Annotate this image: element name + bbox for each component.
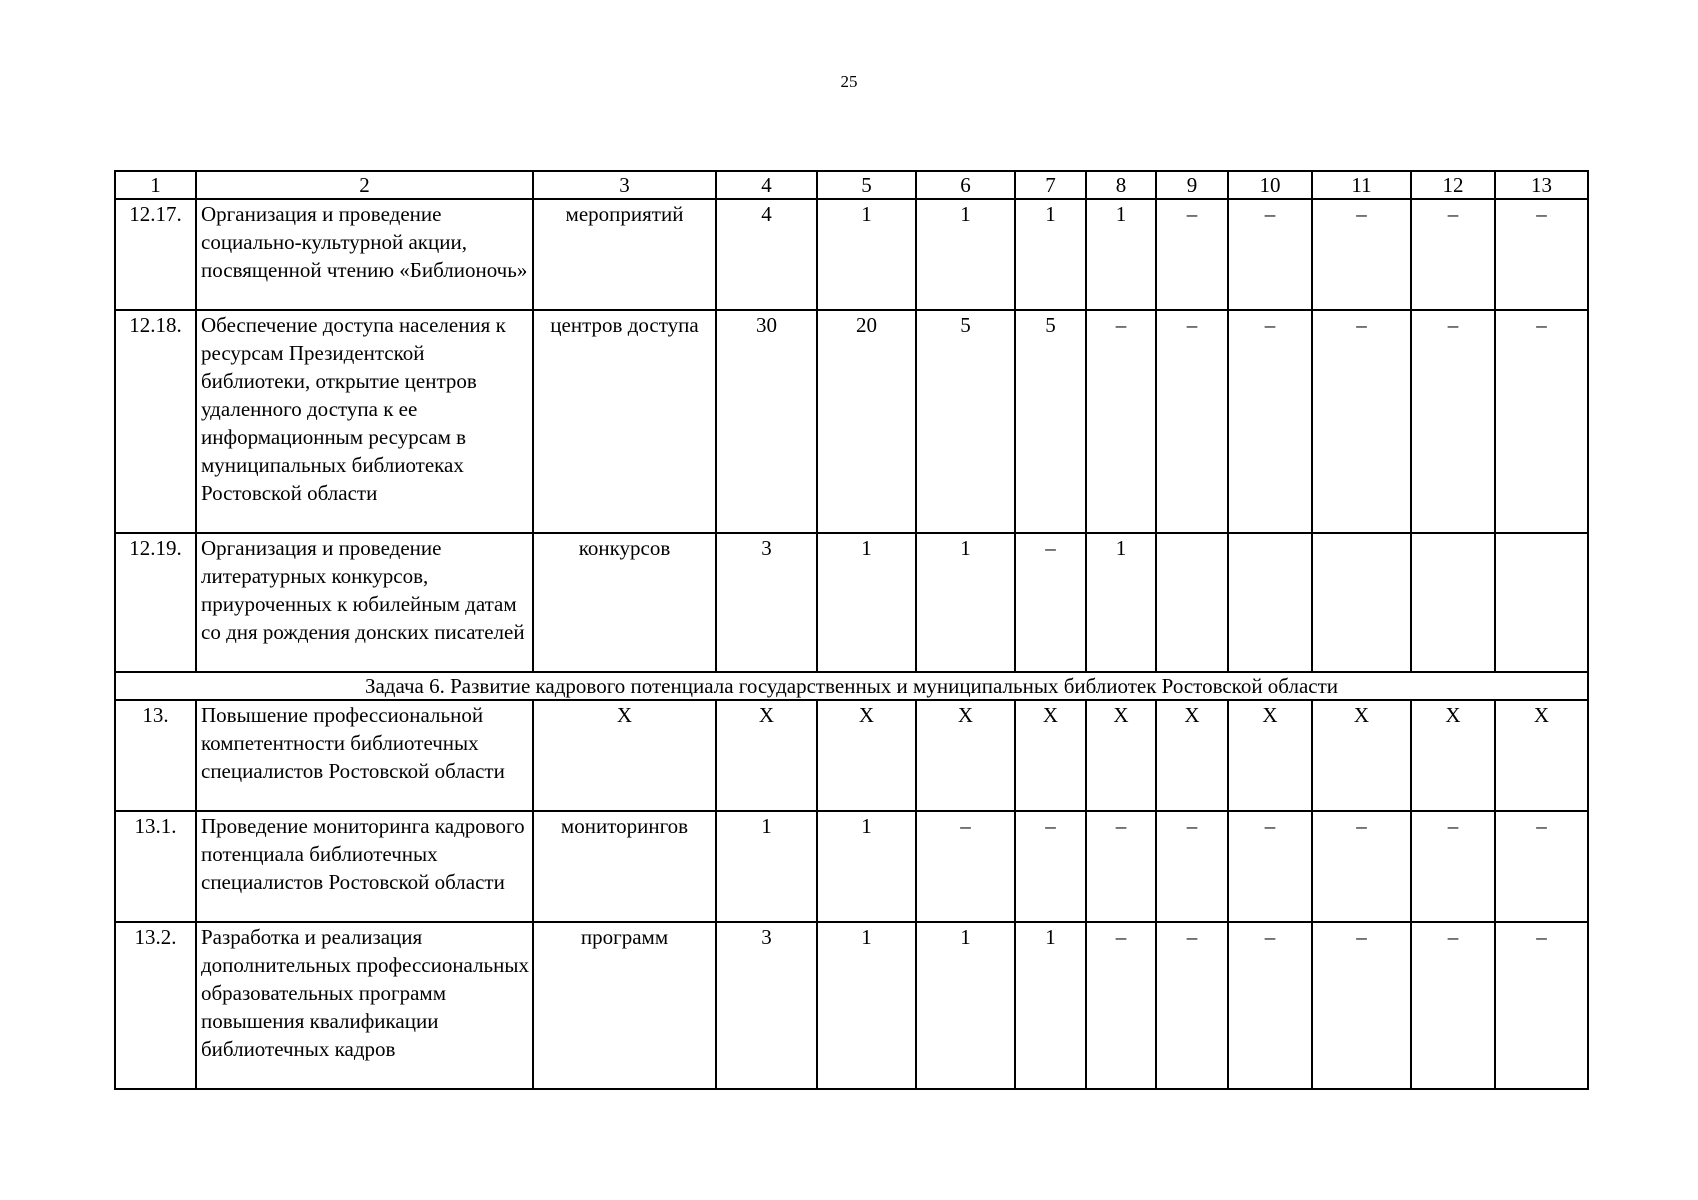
row-value: 5	[1015, 310, 1086, 533]
row-value: 1	[817, 199, 916, 310]
row-value: Х	[1156, 700, 1228, 811]
row-value	[1312, 533, 1411, 672]
row-value: –	[1156, 199, 1228, 310]
table-row	[115, 199, 1588, 310]
row-value: –	[1495, 199, 1588, 310]
row-value: Х	[716, 700, 817, 811]
row-value: 1	[817, 811, 916, 922]
row-number: 12.18.	[115, 310, 196, 533]
table-header-row	[115, 171, 1588, 199]
row-description: Обеспечение доступа населения к ресурсам Президентской библиотеки, открытие центров удаленного доступа к ее информационным ресурсам в муниципальных библиотеках Ростовской области	[196, 310, 533, 533]
row-value: –	[1495, 811, 1588, 922]
row-value: –	[1228, 922, 1312, 1089]
column-header: 9	[1156, 171, 1228, 199]
row-value: Х	[817, 700, 916, 811]
column-header: 10	[1228, 171, 1312, 199]
row-value: 1	[817, 533, 916, 672]
task-row	[115, 672, 1588, 700]
row-value: –	[1228, 199, 1312, 310]
row-number: 12.17.	[115, 199, 196, 310]
row-value	[1156, 533, 1228, 672]
row-value: –	[1156, 922, 1228, 1089]
row-value: –	[1228, 811, 1312, 922]
row-unit: конкурсов	[533, 533, 716, 672]
row-unit: Х	[533, 700, 716, 811]
column-header: 8	[1086, 171, 1156, 199]
row-value: –	[1156, 811, 1228, 922]
row-value: Х	[1495, 700, 1588, 811]
row-value: –	[1312, 922, 1411, 1089]
column-header: 5	[817, 171, 916, 199]
row-value: 5	[916, 310, 1015, 533]
row-description: Проведение мониторинга кадрового потенциала библиотечных специалистов Ростовской области	[196, 811, 533, 922]
table-row	[115, 922, 1588, 1089]
row-value: –	[1015, 811, 1086, 922]
program-table	[114, 170, 1589, 1090]
row-value: Х	[1312, 700, 1411, 811]
row-description: Организация и проведение литературных конкурсов, приуроченных к юбилейным датам со дня рождения донских писателей	[196, 533, 533, 672]
row-value: –	[1156, 310, 1228, 533]
row-number: 13.1.	[115, 811, 196, 922]
column-header: 6	[916, 171, 1015, 199]
row-value: –	[1312, 199, 1411, 310]
row-value: 30	[716, 310, 817, 533]
row-value: –	[1411, 199, 1495, 310]
row-value: Х	[1015, 700, 1086, 811]
row-unit: центров доступа	[533, 310, 716, 533]
row-unit: мониторингов	[533, 811, 716, 922]
table-row	[115, 700, 1588, 811]
row-value: 4	[716, 199, 817, 310]
row-value: Х	[1411, 700, 1495, 811]
row-value: –	[1086, 922, 1156, 1089]
row-value: 1	[1086, 199, 1156, 310]
row-value: –	[1086, 310, 1156, 533]
table-row	[115, 533, 1588, 672]
row-value: 1	[716, 811, 817, 922]
column-header: 1	[115, 171, 196, 199]
column-header: 7	[1015, 171, 1086, 199]
row-value: 3	[716, 533, 817, 672]
row-value: 1	[817, 922, 916, 1089]
row-value: 1	[916, 922, 1015, 1089]
row-value: 1	[916, 533, 1015, 672]
row-number: 13.	[115, 700, 196, 811]
row-value	[1228, 533, 1312, 672]
row-description: Повышение профессиональной компетентности библиотечных специалистов Ростовской области	[196, 700, 533, 811]
row-number: 13.2.	[115, 922, 196, 1089]
row-description: Разработка и реализация дополнительных профессиональных образовательных программ повышения квалификации библиотечных кадров	[196, 922, 533, 1089]
row-value: Х	[916, 700, 1015, 811]
row-value: –	[1495, 922, 1588, 1089]
row-unit: мероприятий	[533, 199, 716, 310]
row-value: –	[1015, 533, 1086, 672]
row-value: –	[1312, 811, 1411, 922]
row-value: –	[1411, 922, 1495, 1089]
column-header: 13	[1495, 171, 1588, 199]
row-value: –	[1411, 811, 1495, 922]
row-value: 3	[716, 922, 817, 1089]
row-value: –	[1495, 310, 1588, 533]
row-value: –	[916, 811, 1015, 922]
table-row	[115, 310, 1588, 533]
row-unit: программ	[533, 922, 716, 1089]
task-heading: Задача 6. Развитие кадрового потенциала государственных и муниципальных библиотек Ростовской области	[115, 672, 1588, 700]
page-number: 25	[840, 72, 858, 91]
row-value: 1	[1086, 533, 1156, 672]
row-description: Организация и проведение социально-культурной акции, посвященной чтению «Библионочь»	[196, 199, 533, 310]
column-header: 2	[196, 171, 533, 199]
row-number: 12.19.	[115, 533, 196, 672]
column-header: 4	[716, 171, 817, 199]
row-value: –	[1411, 310, 1495, 533]
column-header: 3	[533, 171, 716, 199]
row-value	[1495, 533, 1588, 672]
row-value: –	[1312, 310, 1411, 533]
row-value: 1	[1015, 199, 1086, 310]
row-value	[1411, 533, 1495, 672]
row-value: Х	[1086, 700, 1156, 811]
row-value: Х	[1228, 700, 1312, 811]
row-value: 20	[817, 310, 916, 533]
row-value: 1	[1015, 922, 1086, 1089]
row-value: –	[1086, 811, 1156, 922]
column-header: 12	[1411, 171, 1495, 199]
table-row	[115, 811, 1588, 922]
row-value: 1	[916, 199, 1015, 310]
row-value: –	[1228, 310, 1312, 533]
column-header: 11	[1312, 171, 1411, 199]
